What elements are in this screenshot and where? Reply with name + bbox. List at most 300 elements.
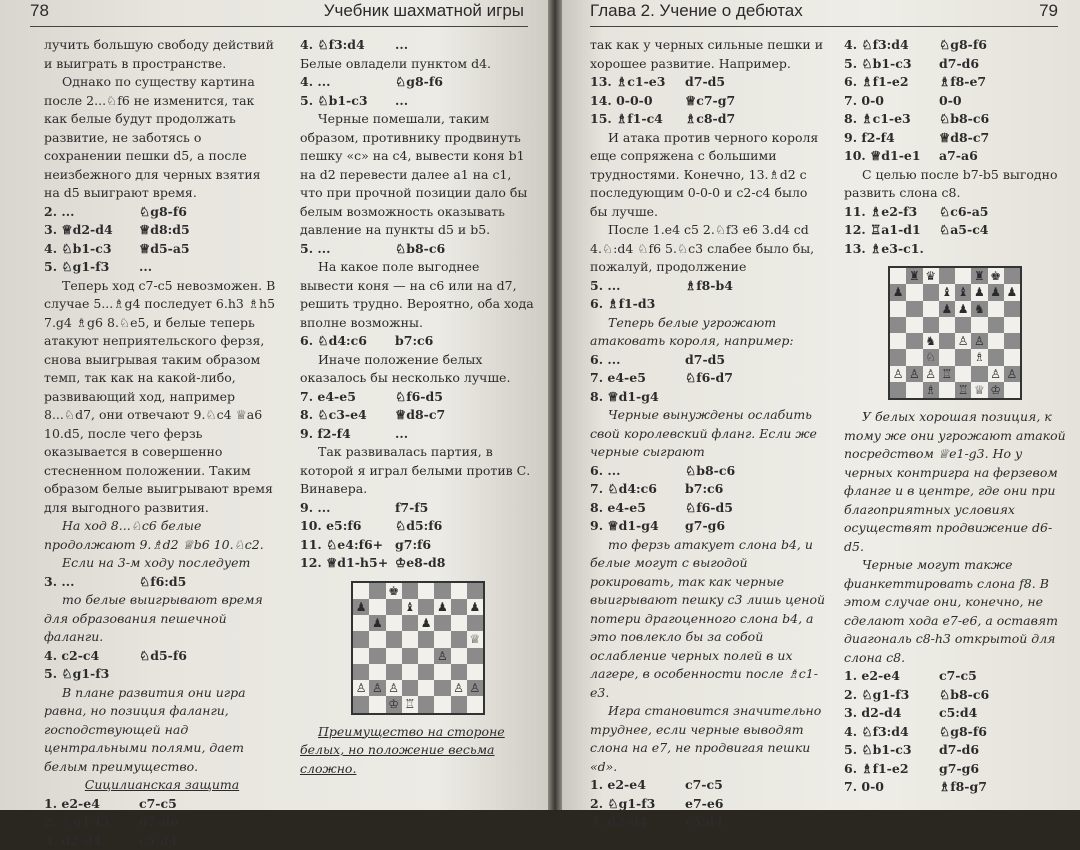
board-square xyxy=(890,301,906,317)
move-list xyxy=(844,667,1066,797)
board-square: ♙ xyxy=(369,680,385,696)
white-move: 5. ♘g1-f3 xyxy=(44,665,139,684)
board-square: ♙ xyxy=(467,680,483,696)
paragraph: У белых хорошая позиция, к тому же они угрожают атакой посредством ♕e1-g3. Но у черных контригра на ферзевом фланге и в центре, где они при благоприятных условиях осуществят продвижение d6-d5. xyxy=(844,408,1066,556)
board-square: ♟ xyxy=(955,301,971,317)
black-move: g7:f6 xyxy=(395,536,431,555)
board-square xyxy=(451,696,467,712)
white-move: 15. ♗f1-c4 xyxy=(590,110,685,129)
white-move: 7. ♘d4:c6 xyxy=(590,480,685,499)
board-square: ♖ xyxy=(955,382,971,398)
board-square xyxy=(402,615,418,631)
board-square: ♙ xyxy=(971,333,987,349)
board-square: ♞ xyxy=(923,333,939,349)
board-square xyxy=(451,631,467,647)
board-square: ♖ xyxy=(939,366,955,382)
paragraph: В плане развития они игра равна, но позиция фаланги, господствующей над центральными полями, дает белым преимущество. xyxy=(44,684,280,777)
board-square: ♚ xyxy=(386,583,402,599)
black-move: ♘d5-f6 xyxy=(139,647,187,666)
board-square xyxy=(1004,317,1020,333)
board-square: ♙ xyxy=(1004,366,1020,382)
section-caption: Сицилианская защита xyxy=(44,776,280,795)
white-move: 6. ♘d4:c6 xyxy=(300,332,395,351)
black-move: ♘f6-d5 xyxy=(685,499,733,518)
move-list xyxy=(300,332,536,351)
move-row xyxy=(590,73,826,92)
white-move: 3. d2-d4 xyxy=(844,704,939,723)
black-move: c5:d4 xyxy=(139,832,177,850)
board-square xyxy=(369,696,385,712)
board-square: ♔ xyxy=(386,696,402,712)
board-square xyxy=(955,317,971,333)
board-square: ♞ xyxy=(971,301,987,317)
board-square xyxy=(1004,333,1020,349)
board-square xyxy=(386,664,402,680)
move-row xyxy=(590,499,826,518)
board-square xyxy=(988,301,1004,317)
board-square xyxy=(939,333,955,349)
board-square: ♗ xyxy=(971,349,987,365)
black-move: ♗f8-g7 xyxy=(939,778,987,797)
board-square xyxy=(939,317,955,333)
board-square xyxy=(418,599,434,615)
move-row xyxy=(844,741,1066,760)
black-move: ♗f8-b4 xyxy=(685,277,733,296)
board-square: ♟ xyxy=(353,599,369,615)
board-square: ♗ xyxy=(923,382,939,398)
white-move: 9. f2-f4 xyxy=(844,129,939,148)
board-square xyxy=(402,631,418,647)
board-square xyxy=(369,664,385,680)
black-move: g7-g6 xyxy=(685,517,725,536)
board-square xyxy=(1004,268,1020,284)
paragraph: Черные помешали, таким образом, противнику продвинуть пешку «c» на c4, вывести коня b1 на d2 перевести далее а1 на с1, что при прочной позиции дало бы белым возможность оказывать давление на пункты d5 и b5. xyxy=(300,110,536,240)
board-square xyxy=(890,349,906,365)
board-square xyxy=(890,333,906,349)
white-move: 11. ♘e4:f6+ xyxy=(300,536,395,555)
paragraph: Черные могут также фианкеттировать слона f8. В этом случае они, конечно, не сделают хода e7-e6, а оставят диагональ c8-h3 открытой для слона c8. xyxy=(844,556,1066,667)
black-move: ♘g8-f6 xyxy=(395,73,443,92)
move-list xyxy=(590,776,826,832)
board-square xyxy=(418,680,434,696)
white-move: 10. e5:f6 xyxy=(300,517,395,536)
board-square: ♝ xyxy=(402,599,418,615)
board-square xyxy=(353,583,369,599)
board-square xyxy=(451,648,467,664)
white-move: 1. e2-e4 xyxy=(590,776,685,795)
move-row xyxy=(590,480,826,499)
move-row xyxy=(300,36,536,55)
board-square xyxy=(402,680,418,696)
black-move: ♕d8:d5 xyxy=(139,221,190,240)
board-square xyxy=(386,599,402,615)
board-square: ♜ xyxy=(971,268,987,284)
white-move: 9. ... xyxy=(300,499,395,518)
board-square xyxy=(988,317,1004,333)
board-square xyxy=(418,664,434,680)
move-row xyxy=(300,92,536,111)
board-square xyxy=(923,317,939,333)
paragraph: После 1.e4 c5 2.♘f3 e6 3.d4 cd 4.♘:d4 ♘f6 5.♘c3 слабее было бы, пожалуй, продолжение xyxy=(590,221,826,277)
board-square: ♚ xyxy=(988,268,1004,284)
board-square: ♙ xyxy=(353,680,369,696)
white-move: 10. ♕d1-e1 xyxy=(844,147,939,166)
white-move: 6. ♗f1-e2 xyxy=(844,760,939,779)
move-row xyxy=(844,778,1066,797)
board-square xyxy=(971,317,987,333)
black-move: ... xyxy=(395,36,408,55)
board-square xyxy=(353,615,369,631)
black-move: d7-d6 xyxy=(139,813,179,832)
move-row xyxy=(844,221,1066,240)
black-move: ♘b8-c6 xyxy=(395,240,445,259)
white-move: 5. ... xyxy=(590,277,685,296)
black-move: ♘g8-f6 xyxy=(939,723,987,742)
black-move: ♗f8-e7 xyxy=(939,73,986,92)
board-square xyxy=(906,301,922,317)
board-square: ♟ xyxy=(434,599,450,615)
black-move: ♔e8-d8 xyxy=(395,554,445,573)
board-square xyxy=(467,696,483,712)
move-row xyxy=(844,147,1066,166)
move-row xyxy=(44,258,280,277)
move-row xyxy=(300,332,536,351)
move-list xyxy=(590,277,826,314)
board-square xyxy=(418,583,434,599)
board-square xyxy=(434,696,450,712)
black-move: e7-e6 xyxy=(685,795,724,814)
paragraph: Так развивалась партия, в которой я играл белыми против С. Винавера. xyxy=(300,443,536,499)
move-list xyxy=(44,203,280,277)
board-square xyxy=(955,366,971,382)
black-move: ... xyxy=(139,258,152,277)
white-move: 5. ♘g1-f3 xyxy=(44,258,139,277)
board-square xyxy=(1004,301,1020,317)
move-list xyxy=(300,36,536,55)
move-list xyxy=(590,462,826,536)
black-move: ♘f6-d7 xyxy=(685,369,733,388)
black-move: ♕d8-c7 xyxy=(395,406,445,425)
board-square xyxy=(434,664,450,680)
board-square: ♟ xyxy=(971,284,987,300)
white-move: 7. 0-0 xyxy=(844,778,939,797)
white-move: 5. ♘b1-c3 xyxy=(844,55,939,74)
board-square xyxy=(353,631,369,647)
right-page-number: 79 xyxy=(1039,1,1058,21)
book-gutter xyxy=(548,0,562,810)
move-row xyxy=(300,240,536,259)
black-move: f7-f5 xyxy=(395,499,428,518)
move-list xyxy=(590,73,826,129)
white-move: 9. ♕d1-g4 xyxy=(590,517,685,536)
black-move: c7-c5 xyxy=(139,795,177,814)
black-move: ♕d8-c7 xyxy=(939,129,989,148)
board-square xyxy=(467,648,483,664)
move-row xyxy=(590,277,826,296)
board-square xyxy=(369,583,385,599)
black-move: c7-c5 xyxy=(685,776,723,795)
board-square xyxy=(1004,382,1020,398)
move-row xyxy=(44,832,280,850)
board-square xyxy=(939,382,955,398)
white-move: 5. ... xyxy=(300,240,395,259)
left-page-header xyxy=(30,0,528,27)
white-move: 6. ... xyxy=(590,351,685,370)
board-square: ♟ xyxy=(418,615,434,631)
move-row xyxy=(590,351,826,370)
white-move: 13. ♗c1-e3 xyxy=(590,73,685,92)
white-move: 5. ♘b1-c3 xyxy=(844,741,939,760)
black-move: d7-d6 xyxy=(939,55,979,74)
black-move: g7-g6 xyxy=(939,760,979,779)
board-square: ♟ xyxy=(369,615,385,631)
paragraph: Черные вынуждены ослабить свой королевский фланг. Если же черные сыграют xyxy=(590,406,826,462)
chess-diagram-left xyxy=(351,581,485,715)
board-square xyxy=(890,317,906,333)
white-move: 8. ♕d1-g4 xyxy=(590,388,685,407)
black-move: ♘f6-d5 xyxy=(395,388,443,407)
right-running-title: Глава 2. Учение о дебютах xyxy=(590,1,803,21)
white-move: 4. ... xyxy=(300,73,395,92)
board-square xyxy=(906,349,922,365)
white-move: 6. ♗f1-d3 xyxy=(590,295,685,314)
move-row xyxy=(590,462,826,481)
white-move: 2. ♘g1-f3 xyxy=(44,813,139,832)
paragraph: На ход 8...♘c6 белые продолжают 9.♗d2 ♕b6 10.♘c2. xyxy=(44,517,280,554)
black-move: c5:d4 xyxy=(939,704,977,723)
board-square xyxy=(939,349,955,365)
board-square xyxy=(451,583,467,599)
board-square xyxy=(434,583,450,599)
white-move: 8. ♗c1-e3 xyxy=(844,110,939,129)
move-row xyxy=(590,295,826,314)
white-move: 13. ♗e3-c1. xyxy=(844,240,939,259)
move-list xyxy=(300,73,536,110)
move-row xyxy=(44,203,280,222)
move-row xyxy=(844,55,1066,74)
move-row xyxy=(300,406,536,425)
board-square xyxy=(906,333,922,349)
white-move: 4. ♘f3:d4 xyxy=(300,36,395,55)
move-row xyxy=(590,110,826,129)
white-move: 5. ♘b1-c3 xyxy=(300,92,395,111)
white-move: 4. ♘b1-c3 xyxy=(44,240,139,259)
move-row xyxy=(300,425,536,444)
move-row xyxy=(590,369,826,388)
board-square xyxy=(418,631,434,647)
black-move: ♘g8-f6 xyxy=(939,36,987,55)
board-square: ♙ xyxy=(923,366,939,382)
black-move: ♘b8-c6 xyxy=(939,110,989,129)
white-move: 7. e4-e5 xyxy=(590,369,685,388)
move-list xyxy=(300,388,536,444)
move-list xyxy=(844,36,1066,166)
move-row xyxy=(590,388,826,407)
board-square: ♔ xyxy=(988,382,1004,398)
board-square: ♕ xyxy=(971,382,987,398)
white-move: 3. ... xyxy=(44,573,139,592)
black-move: ♘b8-c6 xyxy=(939,686,989,705)
left-page xyxy=(0,0,548,810)
board-square: ♕ xyxy=(467,631,483,647)
board-square: ♖ xyxy=(402,696,418,712)
paragraph: Теперь ход c7-c5 невозможен. В случае 5...♗g4 последует 6.h3 ♗h5 7.g4 ♗g6 8.♘e5, и белые теперь атакуют неприятельского ферзя, снова выигрывая таким образом темп, так как на какой-либо, развивающий ход, например 8...♘d7, они отвечают 9.♘c4 ♕a6 10.d5, после чего ферзь оказывается в совершенно стесненном положении. Таким образом белые выигрывают время для выгодного развития. xyxy=(44,277,280,518)
left-column-1 xyxy=(44,36,280,850)
board-square xyxy=(906,284,922,300)
move-row xyxy=(844,723,1066,742)
paragraph: лучить большую свободу действий и выиграть в пространстве. xyxy=(44,36,280,73)
board-square xyxy=(369,631,385,647)
move-list xyxy=(44,647,280,684)
board-square xyxy=(386,615,402,631)
move-row xyxy=(44,647,280,666)
move-row xyxy=(844,203,1066,222)
move-row xyxy=(300,388,536,407)
board-square xyxy=(971,366,987,382)
board-square: ♟ xyxy=(939,301,955,317)
white-move: 1. e2-e4 xyxy=(44,795,139,814)
move-list xyxy=(300,240,536,259)
move-row xyxy=(844,92,1066,111)
board-square: ♝ xyxy=(939,284,955,300)
board-square: ♜ xyxy=(906,268,922,284)
white-move: 11. ♗e2-f3 xyxy=(844,203,939,222)
board-square: ♟ xyxy=(1004,284,1020,300)
white-move: 2. ... xyxy=(44,203,139,222)
paragraph: Иначе положение белых оказалось бы несколько лучше. xyxy=(300,351,536,388)
board-square xyxy=(923,284,939,300)
white-move: 3. d2-d4 xyxy=(44,832,139,850)
move-row xyxy=(590,813,826,832)
move-row xyxy=(44,240,280,259)
white-move: 14. 0-0-0 xyxy=(590,92,685,111)
white-move: 12. ♕d1-h5+ xyxy=(300,554,395,573)
black-move: d7-d5 xyxy=(685,73,725,92)
white-move: 12. ♖a1-d1 xyxy=(844,221,939,240)
move-list xyxy=(44,573,280,592)
board-square xyxy=(890,382,906,398)
black-move: ♘d5:f6 xyxy=(395,517,442,536)
move-row xyxy=(300,499,536,518)
paragraph: Если на 3-м ходу последует xyxy=(44,554,280,573)
move-list xyxy=(844,203,1066,259)
black-move: d7-d5 xyxy=(685,351,725,370)
board-square xyxy=(369,599,385,615)
board-square xyxy=(353,664,369,680)
paragraph: И атака против черного короля еще сопряжена с большими трудностями. Конечно, 13.♗d2 с последующим 0-0-0 и c2-c4 было бы лучше. xyxy=(590,129,826,222)
black-move: a7-a6 xyxy=(939,147,978,166)
move-row xyxy=(844,110,1066,129)
board-square xyxy=(988,333,1004,349)
white-move: 8. e4-e5 xyxy=(590,499,685,518)
board-square xyxy=(434,615,450,631)
board-square xyxy=(955,349,971,365)
board-square xyxy=(386,631,402,647)
move-row xyxy=(590,795,826,814)
board-square xyxy=(418,696,434,712)
move-row xyxy=(44,795,280,814)
paragraph: Преимущество на стороне белых, но положение весьма сложно. xyxy=(300,723,536,779)
white-move: 6. ... xyxy=(590,462,685,481)
paragraph: Игра становится значительно труднее, если черные выводят слона на e7, не продвигая пешки «d». xyxy=(590,702,826,776)
move-row xyxy=(590,776,826,795)
paragraph: Теперь белые угрожают атаковать короля, например: xyxy=(590,314,826,351)
move-list xyxy=(300,499,536,573)
paragraph: Однако по существу картина после 2...♘f6 не изменится, так как белые будут продолжать развитие, не заботясь о сохранении пешки d5, а после неизбежного для черных взятия на d5 выиграют время. xyxy=(44,73,280,203)
black-move: ♘f6:d5 xyxy=(139,573,186,592)
move-row xyxy=(44,813,280,832)
board-square xyxy=(434,631,450,647)
board-square xyxy=(451,615,467,631)
board-square xyxy=(923,301,939,317)
move-list xyxy=(590,351,826,407)
board-square: ♙ xyxy=(906,366,922,382)
move-row xyxy=(844,760,1066,779)
left-page-number: 78 xyxy=(30,1,49,21)
move-row xyxy=(844,704,1066,723)
paragraph: С целью после b7-b5 выгодно развить слона c8. xyxy=(844,166,1066,203)
black-move: ♘g8-f6 xyxy=(139,203,187,222)
right-column-1 xyxy=(590,36,826,832)
white-move: 8. ♘c3-e4 xyxy=(300,406,395,425)
black-move: ♕c7-g7 xyxy=(685,92,735,111)
board-square: ♝ xyxy=(955,284,971,300)
board-square xyxy=(955,268,971,284)
black-move: d7-d6 xyxy=(939,741,979,760)
move-row xyxy=(590,92,826,111)
board-square xyxy=(467,664,483,680)
board-square xyxy=(467,583,483,599)
board-square: ♟ xyxy=(890,284,906,300)
white-move: 6. ♗f1-e2 xyxy=(844,73,939,92)
white-move: 4. c2-c4 xyxy=(44,647,139,666)
black-move: ♗c8-d7 xyxy=(685,110,735,129)
move-row xyxy=(844,129,1066,148)
move-row xyxy=(44,573,280,592)
left-running-title: Учебник шахматной игры xyxy=(324,1,524,21)
board-square: ♘ xyxy=(923,349,939,365)
board-square: ♙ xyxy=(386,680,402,696)
white-move: 3. d2-d4 xyxy=(590,813,685,832)
board-square: ♙ xyxy=(890,366,906,382)
board-square xyxy=(906,382,922,398)
right-column-2 xyxy=(844,36,1066,797)
board-square xyxy=(418,648,434,664)
board-square xyxy=(402,583,418,599)
board-square xyxy=(939,268,955,284)
move-row xyxy=(590,517,826,536)
move-row xyxy=(300,517,536,536)
white-move: 2. ♘g1-f3 xyxy=(590,795,685,814)
black-move: b7:c6 xyxy=(685,480,723,499)
board-square xyxy=(386,648,402,664)
black-move: ... xyxy=(395,92,408,111)
move-row xyxy=(844,36,1066,55)
move-row xyxy=(844,240,1066,259)
move-row xyxy=(300,536,536,555)
black-move: ♘a5-c4 xyxy=(939,221,989,240)
white-move: 4. ♘f3:d4 xyxy=(844,723,939,742)
board-square: ♛ xyxy=(923,268,939,284)
board-square xyxy=(1004,349,1020,365)
board-square xyxy=(451,599,467,615)
board-square xyxy=(402,664,418,680)
move-row xyxy=(44,665,280,684)
move-row xyxy=(300,554,536,573)
move-row xyxy=(844,686,1066,705)
board-square: ♙ xyxy=(451,680,467,696)
move-row xyxy=(844,73,1066,92)
